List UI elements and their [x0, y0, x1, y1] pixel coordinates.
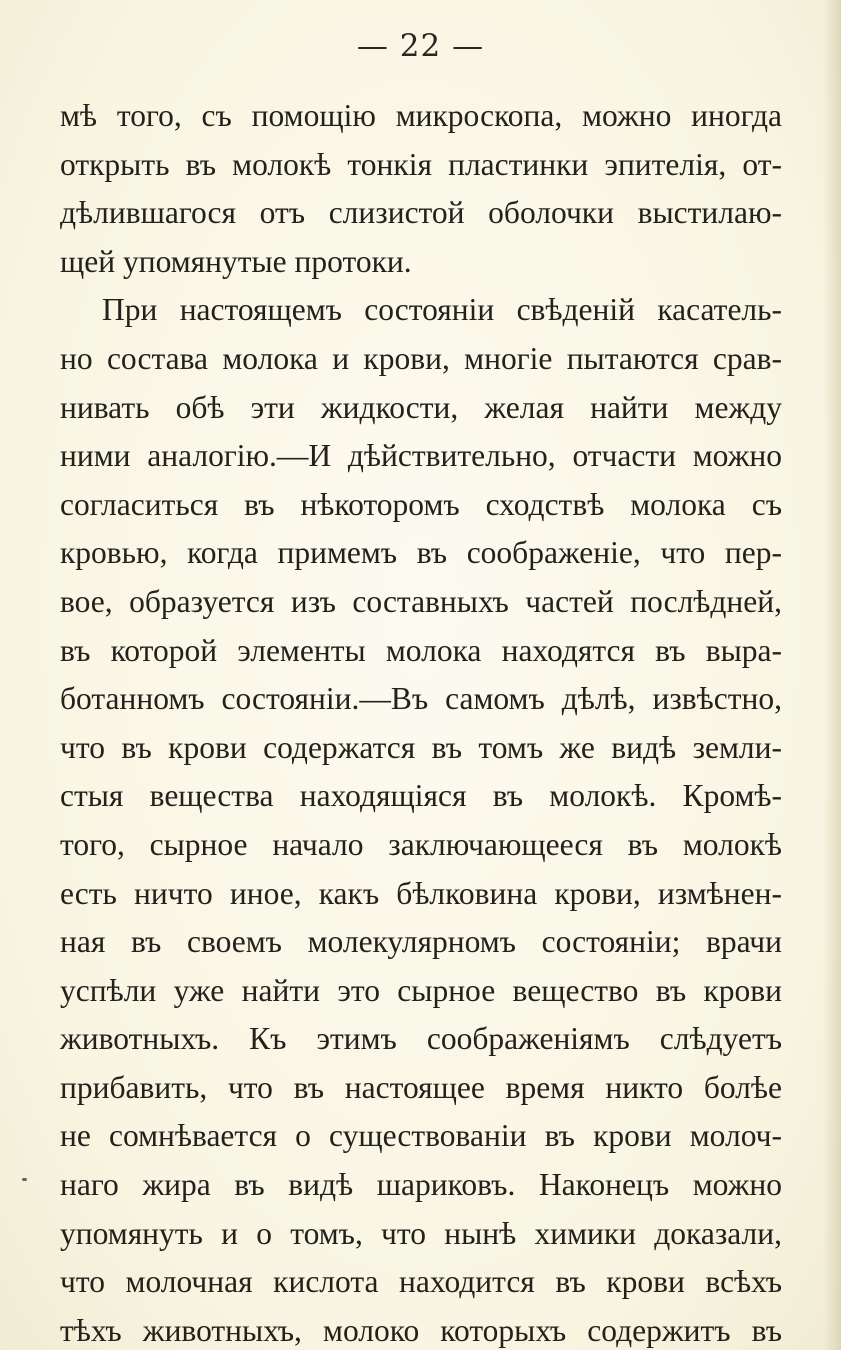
text-line: дѣлившагося отъ слизистой оболочки выстилаю- [60, 195, 782, 231]
text-line: что молочная кислота находится въ крови всѣхъ [60, 1264, 782, 1300]
text-line: животныхъ. Къ этимъ соображеніямъ слѣдуетъ [60, 1021, 782, 1057]
text-line: щей упомянутые протоки. [60, 243, 412, 279]
text-line: открыть въ молокѣ тонкія пластинки эпителія, от- [60, 146, 782, 182]
text-line: мѣ того, съ помощію микроскопа, можно иногда [60, 98, 782, 133]
text-line: тѣхъ животныхъ, молоко которыхъ содержитъ въ [60, 1312, 782, 1348]
text-line: ная въ своемъ молекулярномъ состояніи; врачи [60, 924, 782, 960]
text-line: нивать обѣ эти жидкости, желая найти между [60, 389, 782, 425]
text-line: ними аналогію.—И дѣйствительно, отчасти можно [60, 438, 782, 474]
text-line: не сомнѣвается о существованіи въ крови молоч- [60, 1118, 782, 1154]
text-line: вое, образуется изъ составныхъ частей послѣдней, [60, 583, 782, 619]
text-line: успѣли уже найти это сырное вещество въ крови [60, 972, 782, 1008]
text-line: но состава молока и крови, многіе пытаются срав- [60, 340, 782, 376]
text-line: что въ крови содержатся въ томъ же видѣ земли- [60, 729, 782, 765]
text-line: въ которой элементы молока находятся въ выра- [60, 632, 782, 668]
page-number: — 22 — [356, 28, 485, 64]
paragraph-first-line: При настоящемъ состояніи свѣденій касатель- [102, 292, 782, 328]
text-line: согласиться въ нѣкоторомъ сходствѣ молока съ [60, 486, 782, 522]
text-line: того, сырное начало заключающееся въ молокѣ [60, 826, 782, 862]
text-line: прибавить, что въ настоящее время никто болѣе [60, 1069, 782, 1105]
text-line: стыя вещества находящіяся въ молокѣ. Кромѣ- [60, 778, 782, 814]
text-line: кровью, когда примемъ въ соображеніе, что пер- [60, 535, 782, 571]
body-text [60, 92, 782, 1350]
page-edge-shadow [823, 0, 841, 1350]
text-line: наго жира въ видѣ шариковъ. Наконецъ можно [60, 1167, 782, 1203]
text-line: упомянуть и о томъ, что нынѣ химики доказали, [60, 1215, 782, 1251]
margin-speck [22, 1178, 27, 1181]
text-line: ботанномъ состояніи.—Въ самомъ дѣлѣ, извѣстно, [60, 681, 782, 717]
text-line: есть ничто иное, какъ бѣлковина крови, измѣнен- [60, 875, 782, 911]
